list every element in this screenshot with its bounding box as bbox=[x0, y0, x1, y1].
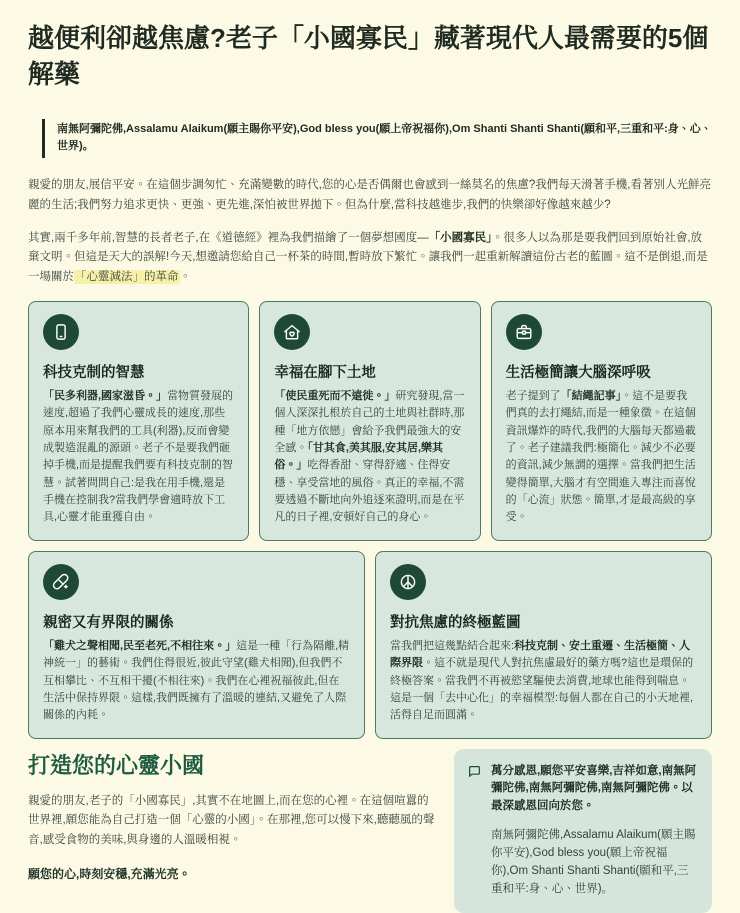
smartphone-icon bbox=[43, 314, 79, 350]
card-title: 科技克制的智慧 bbox=[43, 364, 145, 381]
cards-row-2 bbox=[28, 551, 712, 739]
card-minimalism bbox=[491, 301, 712, 541]
house-heart-icon bbox=[274, 314, 310, 350]
pill-icon bbox=[43, 564, 79, 600]
callout-body bbox=[491, 763, 698, 899]
callout-blessing-text: 南無阿彌陀佛,Assalamu Alaikum(願主賜你平安),God bless you(願上帝祝福你),Om Shanti Shanti Shanti(願和平,三重和平:身、心、世界)。 bbox=[491, 829, 696, 895]
callout-gratitude-text: 萬分感恩,願您平安喜樂,吉祥如意,南無阿彌陀佛,南無阿彌陀佛,南無阿彌陀佛。以最深感恩回向於您。 bbox=[491, 764, 697, 813]
card-title: 對抗焦慮的終極藍圖 bbox=[390, 614, 521, 631]
closing-heading: 打造您的心靈小國 bbox=[28, 752, 205, 778]
card-bounded-relationships bbox=[28, 551, 365, 739]
page-title: 越便利卻越焦慮?老子「小國寡民」藏著現代人最需要的5個解藥 bbox=[28, 23, 709, 90]
card-anti-anxiety-blueprint bbox=[375, 551, 712, 739]
card-body: 老子提到了「結繩記事」。這不是要我們真的去打繩結,而是一種象徵。在這個資訊爆炸的時代,我們的大腦每天都過載了。老子建議我們:極簡化。減少不必要的資訊,減少無謂的選擇。當我們把生活變得簡單,大腦才有空間進入專注而喜悅的「心流」狀態。簡單,才是最高級的享受。 bbox=[505, 389, 696, 524]
card-tech-restraint bbox=[28, 301, 249, 541]
card-body: 「雞犬之聲相聞,民至老死,不相往來。」這是一種「行為隔離,精神統一」的藝術。我們住得很近,彼此守望(雞犬相聞),但我們不互相攀比、不互相干擾(不相往來)。我們在心裡祝福彼此,但在生活中保持界限。這樣,我們既擁有了溫暖的連結,又避免了人際關係的內耗。 bbox=[43, 639, 350, 722]
cards-row-1 bbox=[28, 301, 712, 541]
card-body: 「民多利器,國家滋昏。」當物質發展的速度,超過了我們心靈成長的速度,那些原本用來幫我們的工具(利器),反而會變成製造混亂的源頭。老子不是要我們砸掉手機,而是提醒我們要有科技克制的智慧。試著問問自己:是我在用手機,還是手機在控制我?當我們學會適時放下工具,心靈才能重獲自由。 bbox=[43, 389, 234, 524]
card-title: 幸福在腳下土地 bbox=[274, 364, 376, 381]
closing-text-column bbox=[28, 749, 436, 898]
intro-paragraph-1: 親愛的朋友,展信平安。在這個步調匆忙、充滿變數的時代,您的心是否偶爾也會感到一絲莫名的焦慮?我們每天滑著手機,看著別人光鮮亮麗的生活;我們努力追求更快、更強、更先進,深怕被世界拋下。但為什麼,當科技越進步,我們的快樂卻好像越來越少? bbox=[28, 178, 711, 211]
closing-blessing: 願您的心,時刻安穩,充滿光亮。 bbox=[28, 866, 191, 881]
message-square-icon bbox=[468, 765, 482, 899]
card-title: 親密又有界限的關係 bbox=[43, 614, 174, 631]
peace-icon bbox=[390, 564, 426, 600]
card-local-happiness bbox=[259, 301, 480, 541]
blessing-quote bbox=[42, 119, 712, 158]
card-title: 生活極簡讓大腦深呼吸 bbox=[505, 364, 651, 381]
gratitude-callout bbox=[454, 749, 712, 913]
closing-section bbox=[28, 749, 712, 913]
card-body: 當我們把這幾點結合起來:科技克制、安土重遷、生活極簡、人際界限。這不就是現代人對抗焦慮最好的藥方嗎?這也是環保的終極答案。當我們不再被慾望驅使去消費,地球也能得到喘息。這是一個「去中心化」的幸福模型:每個人都在自己的小天地裡,活得自足而圓滿。 bbox=[390, 639, 694, 722]
closing-paragraph: 親愛的朋友,老子的「小國寡民」,其實不在地圖上,而在您的心裡。在這個喧囂的世界裡,願您能為自己打造一個「心靈的小國」。在那裡,您可以慢下來,聽聽風的聲音,感受食物的美味,與身邊的人溫暖相視。 bbox=[28, 794, 435, 847]
intro-paragraph-2: 其實,兩千多年前,智慧的長者老子,在《道德經》裡為我們描繪了一個夢想國度—「小國寡民」。很多人以為那是要我們回到原始社會,放棄文明。但這是天大的誤解!今天,想邀請您給自己一杯茶的時間,暫時放下繁忙。讓我們一起重新解讀這份古老的藍圖。這不是倒退,而是一場關於「心靈減法」的革命。 bbox=[28, 231, 708, 284]
card-body: 「使民重死而不遠徙。」研究發現,當一個人深深扎根於自己的土地與社群時,那種「地方依戀」會給予我們最強大的安全感。「甘其食,美其服,安其居,樂其俗。」吃得香甜、穿得舒適、住得安穩、享受當地的風俗。真正的幸福,不需要透過不斷地向外追逐來證明,而是在平凡的日子裡,安頓好自己的身心。 bbox=[274, 389, 465, 524]
blessing-quote-text: 南無阿彌陀佛,Assalamu Alaikum(願主賜你平安),God bless you(願上帝祝福你),Om Shanti Shanti Shanti(願和平,三重和平:身、心、世界)。 bbox=[57, 122, 712, 153]
briefcase-icon bbox=[506, 314, 542, 350]
